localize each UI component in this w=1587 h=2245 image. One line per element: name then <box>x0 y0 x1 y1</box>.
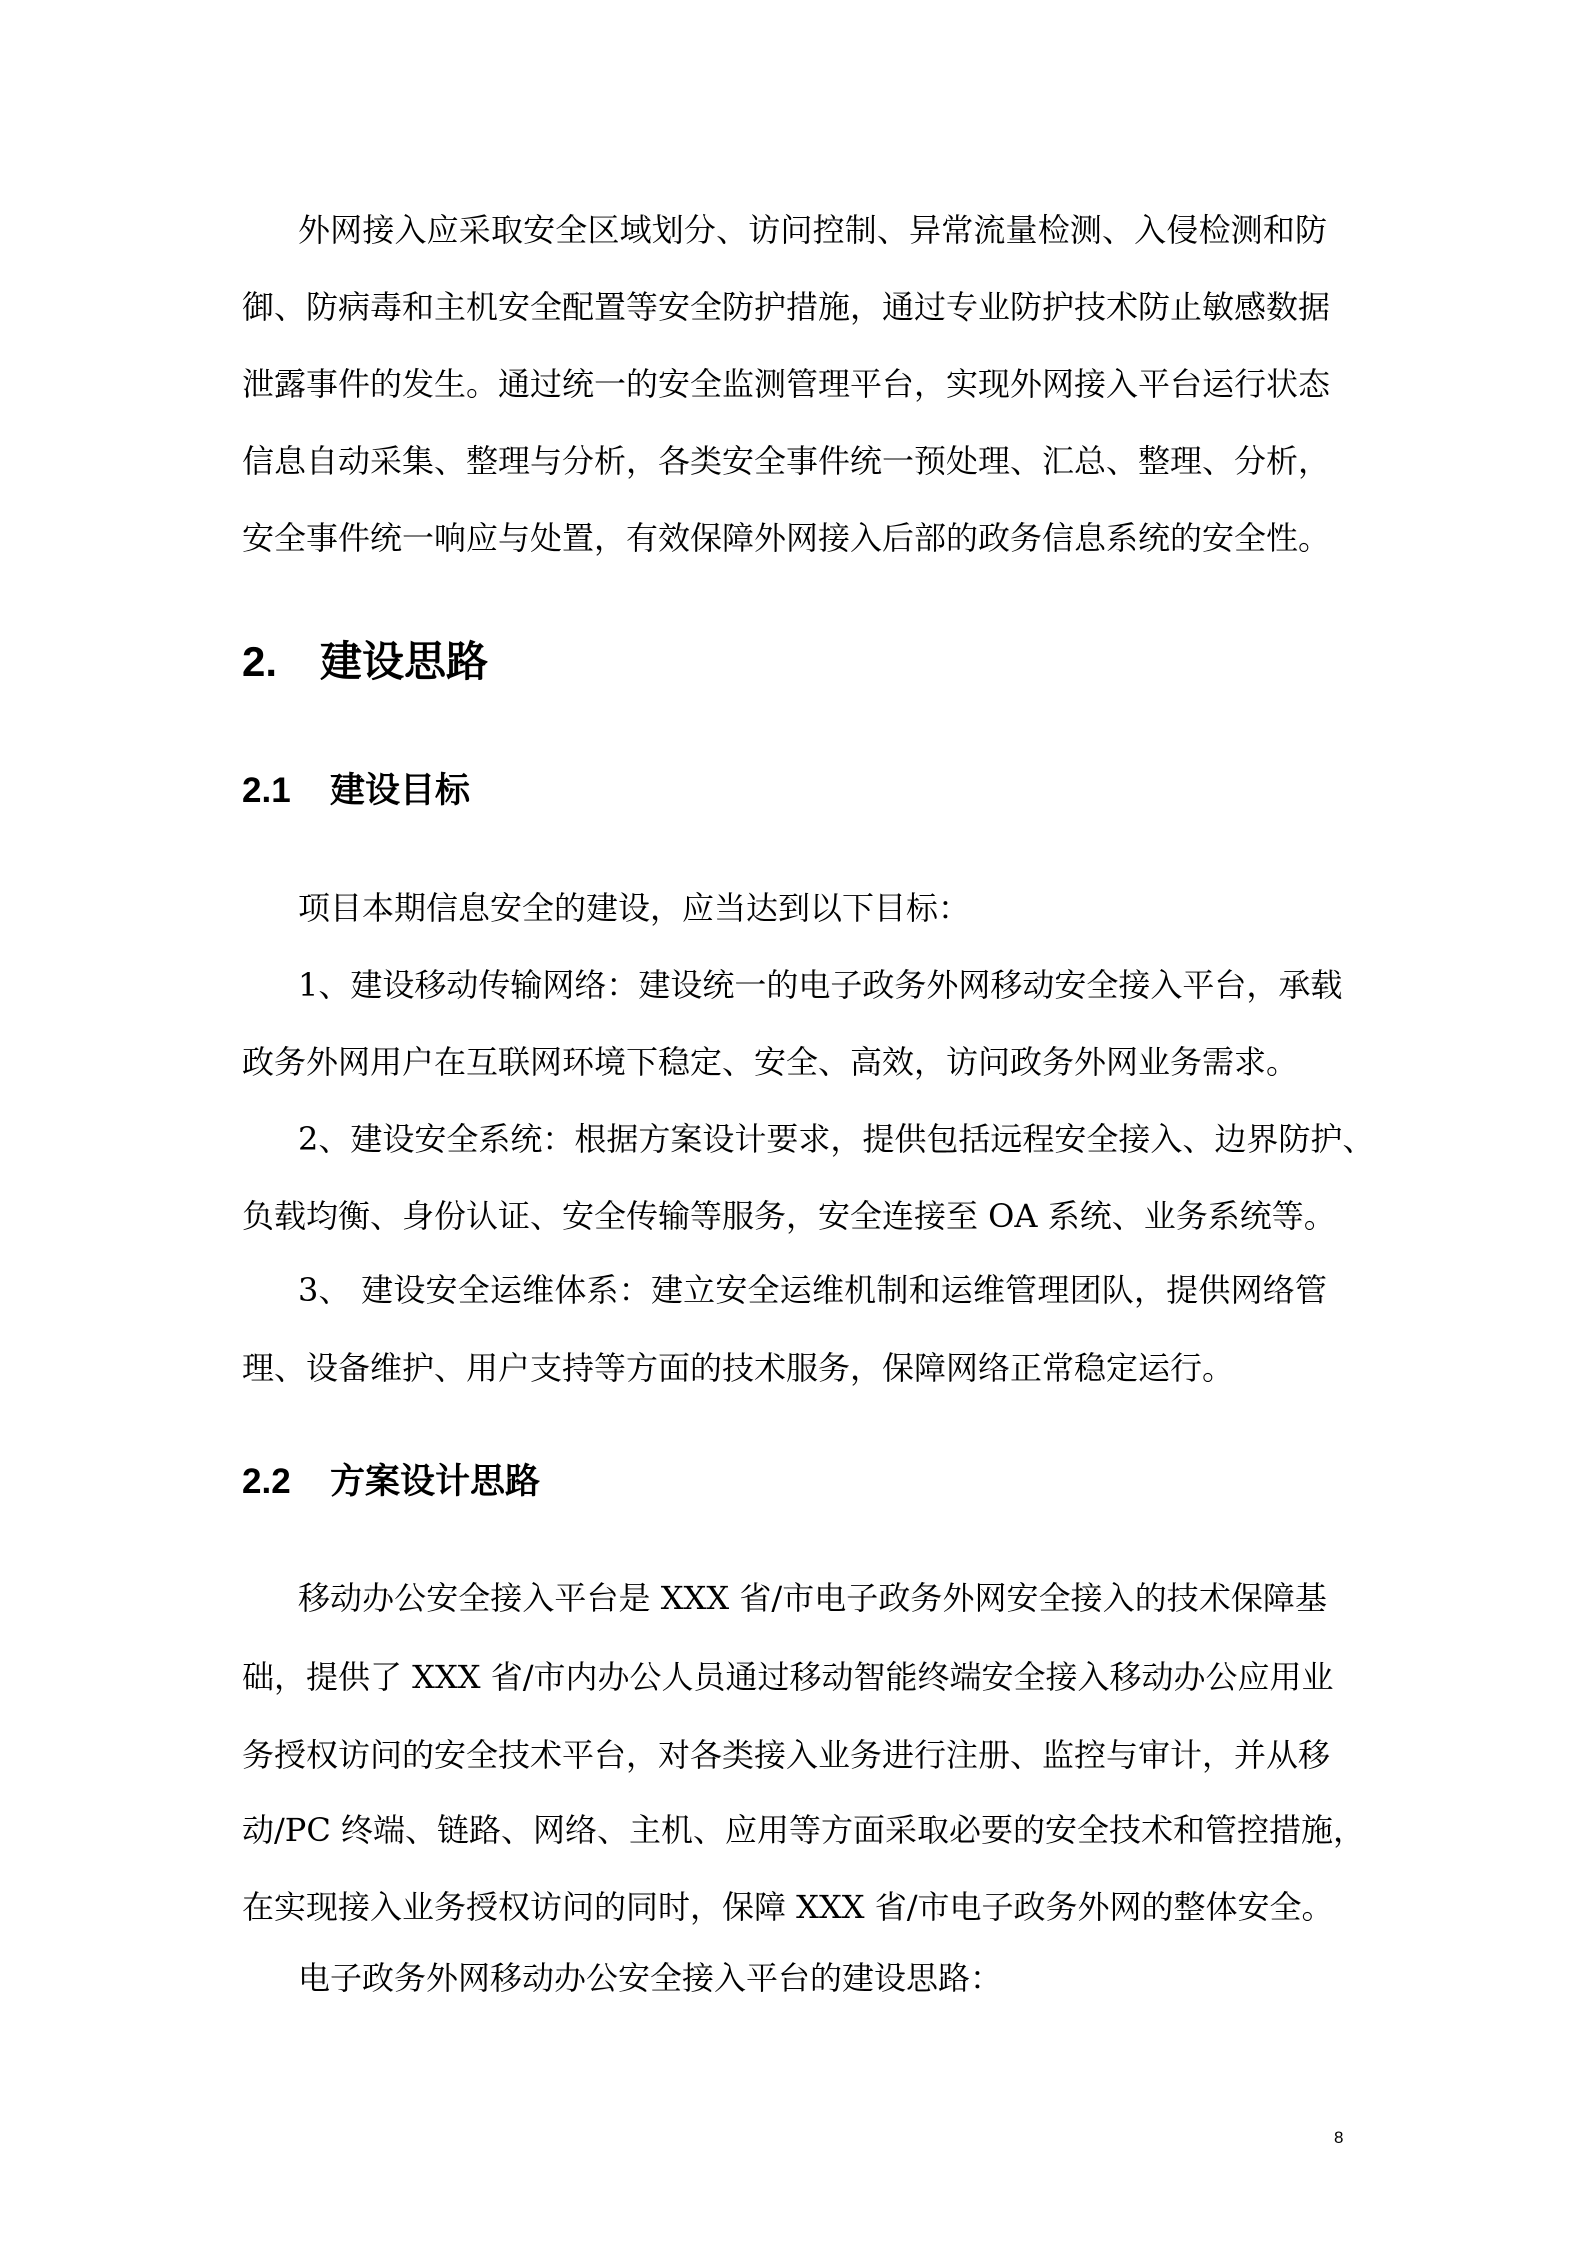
paragraph-line: 电子政务外网移动办公安全接入平台的建设思路： <box>298 1959 1003 1997</box>
paragraph-line: 政务外网用户在互联网环境下稳定、安全、高效，访问政务外网业务需求。 <box>242 1043 1299 1081</box>
paragraph-line: 在实现接入业务授权访问的同时，保障 XXX 省/市电子政务外网的整体安全。 <box>242 1888 1334 1926</box>
section-title: 建设思路 <box>320 638 489 685</box>
section-heading-2 <box>242 637 488 687</box>
paragraph-line: 理、设备维护、用户支持等方面的技术服务，保障网络正常稳定运行。 <box>242 1349 1235 1387</box>
page-number: 8 <box>1334 2128 1344 2147</box>
paragraph-line: 动/PC 终端、链路、网络、主机、应用等方面采取必要的安全技术和管控措施， <box>242 1811 1365 1849</box>
paragraph-line: 移动办公安全接入平台是 XXX 省/市电子政务外网安全接入的技术保障基 <box>298 1579 1327 1617</box>
paragraph-line: 负载均衡、身份认证、安全传输等服务，安全连接至 OA 系统、业务系统等。 <box>242 1197 1336 1235</box>
section-number: 2.1 <box>242 771 291 810</box>
paragraph-line: 信息自动采集、整理与分析，各类安全事件统一预处理、汇总、整理、分析， <box>242 442 1331 480</box>
paragraph-line: 1、建设移动传输网络：建设统一的电子政务外网移动安全接入平台，承载 <box>298 966 1343 1004</box>
paragraph-line: 外网接入应采取安全区域划分、访问控制、异常流量检测、入侵检测和防 <box>298 211 1327 249</box>
paragraph-line: 项目本期信息安全的建设，应当达到以下目标： <box>298 889 971 927</box>
section-title: 方案设计思路 <box>330 1462 541 1501</box>
paragraph-line: 础，提供了 XXX 省/市内办公人员通过移动智能终端安全接入移动办公应用业 <box>242 1658 1334 1696</box>
section-heading-2-2 <box>242 1460 540 1504</box>
paragraph-line: 2、建设安全系统：根据方案设计要求，提供包括远程安全接入、边界防护、 <box>298 1120 1375 1158</box>
paragraph-line: 泄露事件的发生。通过统一的安全监测管理平台，实现外网接入平台运行状态 <box>242 365 1331 403</box>
paragraph-line: 安全事件统一响应与处置，有效保障外网接入后部的政务信息系统的安全性。 <box>242 519 1331 557</box>
paragraph-line: 务授权访问的安全技术平台，对各类接入业务进行注册、监控与审计，并从移 <box>242 1736 1331 1774</box>
section-number: 2. <box>242 638 278 685</box>
paragraph-line: 3、 建设安全运维体系：建立安全运维机制和运维管理团队，提供网络管 <box>298 1271 1327 1309</box>
paragraph-line: 御、防病毒和主机安全配置等安全防护措施，通过专业防护技术防止敏感数据 <box>242 288 1331 326</box>
section-number: 2.2 <box>242 1462 291 1501</box>
section-title: 建设目标 <box>330 771 471 810</box>
section-heading-2-1 <box>242 769 470 813</box>
